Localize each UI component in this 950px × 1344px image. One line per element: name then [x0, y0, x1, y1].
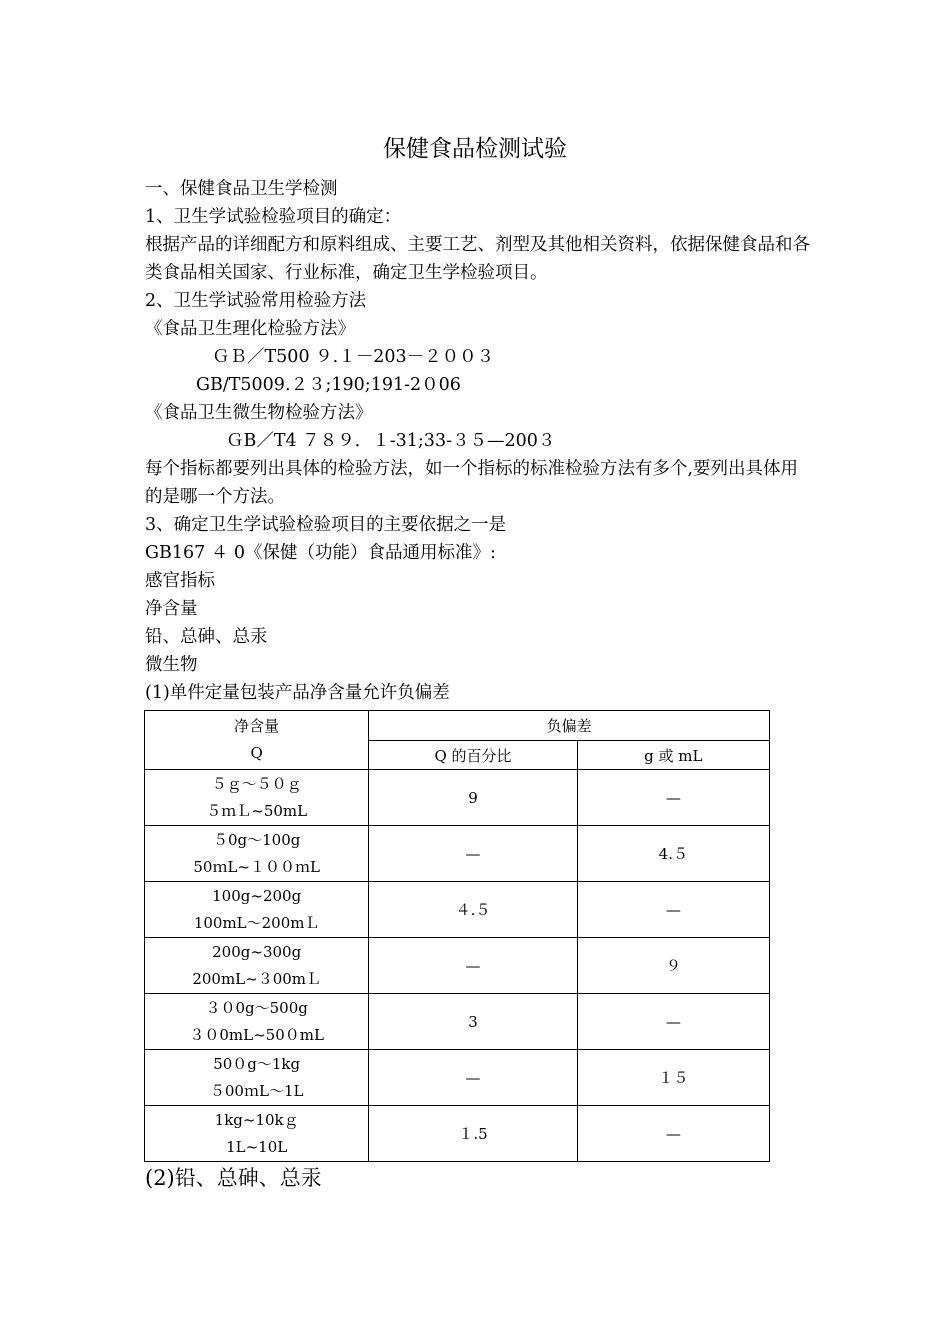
net-content-range: 50０g～1kg — [213, 1054, 301, 1073]
absolute-cell: — — [577, 882, 769, 938]
absolute-cell: — — [577, 770, 769, 826]
table-row — [145, 882, 770, 938]
table-row — [145, 938, 770, 994]
net-content-range: ５ｍＬ~50mL — [206, 801, 308, 820]
table-body — [145, 770, 770, 1162]
net-content-cell — [145, 994, 369, 1050]
list-item: 微生物 — [145, 655, 198, 675]
percent-cell: 9 — [369, 770, 577, 826]
net-content-cell — [145, 938, 369, 994]
net-content-cell — [145, 1050, 369, 1106]
net-content-range: 200g~300g — [212, 942, 302, 961]
list-item: 铅、总砷、总汞 — [145, 627, 268, 647]
net-content-range: 100mL～200mＬ — [193, 913, 320, 932]
standard-reference: GB167 ４ 0《保健（功能）食品通用标准》: — [145, 543, 496, 563]
absolute-cell: — — [577, 1106, 769, 1162]
table-caption: (1)单件定量包装产品净含量允许负偏差 — [145, 683, 450, 703]
net-content-range: 50ｍL~１００ｍL — [193, 857, 320, 876]
percent-cell: 3 — [369, 994, 577, 1050]
method-title: 《食品卫生微生物检验方法》 — [145, 403, 373, 423]
table-header-row — [145, 711, 770, 741]
standard-code: ＧB／T4 ７８９．１-31;33-３５—200３ — [226, 431, 556, 451]
net-content-cell — [145, 882, 369, 938]
method-title: 《食品卫生理化检验方法》 — [145, 319, 355, 339]
net-content-range: ３０0mL~50０mL — [189, 1025, 324, 1044]
section-heading: (2)铅、总砷、总汞 — [145, 1166, 322, 1190]
absolute-cell: 4.５ — [577, 826, 769, 882]
percent-cell: — — [369, 826, 577, 882]
paragraph: 根据产品的详细配方和原料组成、主要工艺、剂型及其他相关资料，依据保健食品和各类食品相关国家、行业标准，确定卫生学检验项目。 — [145, 235, 810, 283]
percent-cell: １.5 — [369, 1106, 577, 1162]
table-row — [145, 1106, 770, 1162]
net-content-range: ５00ｍL～1L — [209, 1081, 304, 1100]
subsection-heading: 2、卫生学试验常用检验方法 — [145, 291, 367, 311]
net-content-range: ５ｇ～５０ｇ — [211, 774, 302, 793]
standard-code: ＧＢ／T500 ９.１－203－２００３ — [212, 347, 495, 367]
paragraph: 每个指标都要列出具体的检验方法，如一个指标的标准检验方法有多个,要列出具体用的是哪一个方法。 — [145, 459, 799, 507]
header-label: 净含量 — [234, 717, 280, 735]
net-content-cell — [145, 1106, 369, 1162]
table-row — [145, 770, 770, 826]
list-item: 净含量 — [145, 599, 198, 619]
header-label: Q — [250, 744, 263, 762]
table-row — [145, 994, 770, 1050]
net-content-cell — [145, 826, 369, 882]
percent-cell: — — [369, 938, 577, 994]
subsection-heading: 1、卫生学试验检验项目的确定： — [145, 207, 402, 227]
header-absolute: g 或 mL — [577, 741, 769, 770]
net-content-range: ３０0g～500g — [205, 998, 308, 1017]
absolute-cell: — — [577, 994, 769, 1050]
net-content-range: 100g~200g — [212, 886, 302, 905]
table-row — [145, 1050, 770, 1106]
header-net-content — [145, 711, 369, 770]
subsection-heading: 3、确定卫生学试验检验项目的主要依据之一是 — [145, 515, 507, 535]
document-title: 保健食品检测试验 — [383, 136, 567, 162]
absolute-cell: ９ — [577, 938, 769, 994]
percent-cell: — — [369, 1050, 577, 1106]
net-content-range: ５0g～100g — [212, 830, 301, 849]
percent-cell: ４.５ — [369, 882, 577, 938]
header-percent: Q 的百分比 — [369, 741, 577, 770]
table-row — [145, 826, 770, 882]
net-content-cell — [145, 770, 369, 826]
standard-code: GB/T5009.２３;190;191-2０06 — [196, 375, 461, 395]
net-content-range: 1kg~10kｇ — [214, 1110, 299, 1129]
section-heading: 一、保健食品卫生学检测 — [145, 179, 338, 199]
list-item: 感官指标 — [145, 571, 215, 591]
header-negative-deviation: 负偏差 — [369, 711, 770, 741]
net-content-range: 200mL~３00mＬ — [192, 969, 322, 988]
net-content-table — [144, 710, 770, 1162]
absolute-cell: １５ — [577, 1050, 769, 1106]
net-content-range: 1L~10L — [226, 1137, 288, 1156]
